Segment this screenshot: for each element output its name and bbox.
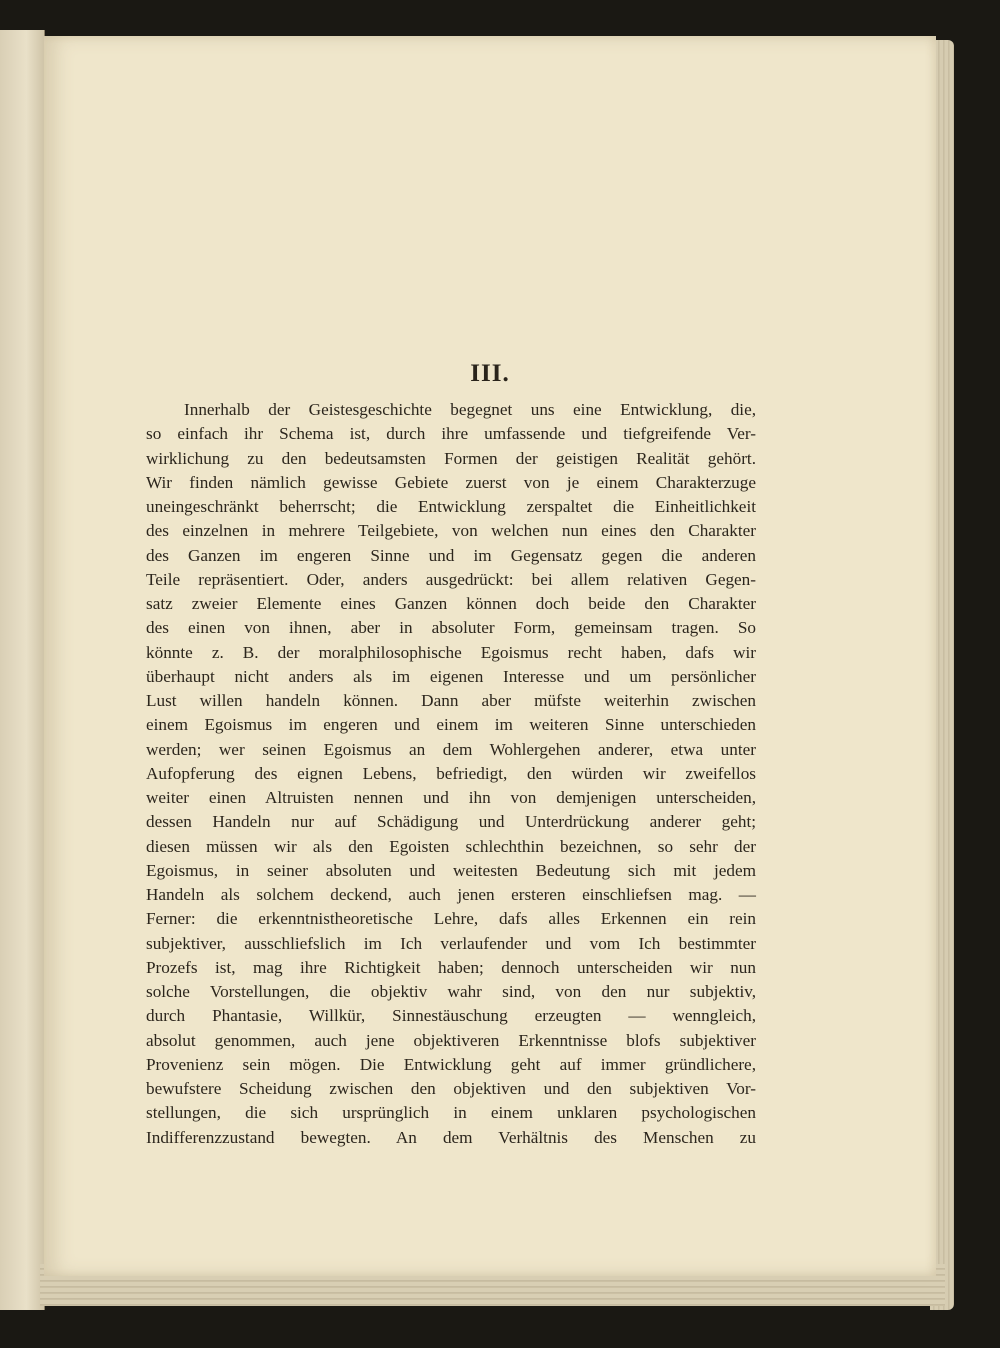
text-line: überhaupt nicht anders als im eigenen Interesse und um persönlicher [146,666,756,686]
text-line: Innerhalb der Geistesgeschichte begegnet uns eine Entwicklung, die, [184,400,756,419]
text-line: subjektiver, ausschliefslich im Ich verlaufender und vom Ich bestimmter [146,933,756,953]
text-line: Handeln als solchem deckend, auch jenen ersteren einschliefsen mag. — [146,885,756,904]
text-line: Lust willen handeln können. Dann aber müfste weiterhin zwischen [146,691,756,710]
text-line: könnte z. B. der moralphilosophische Egoismus recht haben, dafs wir [146,642,756,662]
text-line: uneingeschränkt beherrscht; die Entwicklung zerspaltet die Einheitlichkeit [146,497,756,516]
text-line: Egoismus, in seiner absoluten und weitesten Bedeutung sich mit jedem [146,860,756,880]
text-line: weiter einen Altruisten nennen und ihn von demjenigen unterscheiden, [146,788,756,807]
text-line: Indifferenzzustand bewegten. An dem Verhältnis des Menschen zu [146,1127,756,1147]
text-line: werden; wer seinen Egoismus an dem Wohlergehen anderer, etwa unter [146,739,756,759]
text-line: wirklichung zu den bedeutsamsten Formen der geistigen Realität gehört. [146,448,756,468]
text-line: satz zweier Elemente eines Ganzen können doch beide den Charakter [146,594,756,613]
previous-page-edge [0,30,45,1310]
text-line: absolut genommen, auch jene objektiveren Erkenntnisse blofs subjektiver [146,1030,756,1050]
chapter-heading: III. [470,360,510,387]
text-line: so einfach ihr Schema ist, durch ihre umfassende und tiefgreifende Ver- [146,424,756,444]
text-line: des Ganzen im engeren Sinne und im Gegensatz gegen die anderen [146,545,756,565]
text-line: Provenienz sein mögen. Die Entwicklung geht auf immer gründlichere, [146,1054,756,1074]
text-line: stellungen, die sich ursprünglich in einem unklaren psychologischen [146,1103,756,1123]
text-line: Wir finden nämlich gewisse Gebiete zuerst von je einem Charakterzuge [146,472,756,492]
text-line: des einen von ihnen, aber in absoluter Form, gemeinsam tragen. So [146,618,756,638]
text-line: einem Egoismus im engeren und einem im weiteren Sinne unterschieden [146,715,756,735]
text-line: des einzelnen in mehrere Teilgebiete, von welchen nun eines den Charakter [146,521,756,541]
text-line: durch Phantasie, Willkür, Sinnestäuschung erzeugten — wenngleich, [146,1006,756,1026]
text-line: Prozefs ist, mag ihre Richtigkeit haben; dennoch unterscheiden wir nun [146,957,756,977]
text-line: bewufstere Scheidung zwischen den objektiven und den subjektiven Vor- [146,1079,756,1098]
text-line: solche Vorstellungen, die objektiv wahr sind, von den nur subjektiv, [146,982,756,1001]
book-page [44,36,936,1276]
text-line: dessen Handeln nur auf Schädigung und Unterdrückung anderer geht; [146,812,756,832]
text-line: Ferner: die erkenntnistheoretische Lehre, dafs alles Erkennen ein rein [146,909,756,929]
body-text [146,398,756,1150]
text-line: diesen müssen wir als den Egoisten schlechthin bezeichnen, so sehr der [146,836,756,856]
text-line: Teile repräsentiert. Oder, anders ausgedrückt: bei allem relativen Gegen- [146,569,756,589]
text-line: Aufopferung des eignen Lebens, befriedigt, den würden wir zweifellos [146,763,756,783]
